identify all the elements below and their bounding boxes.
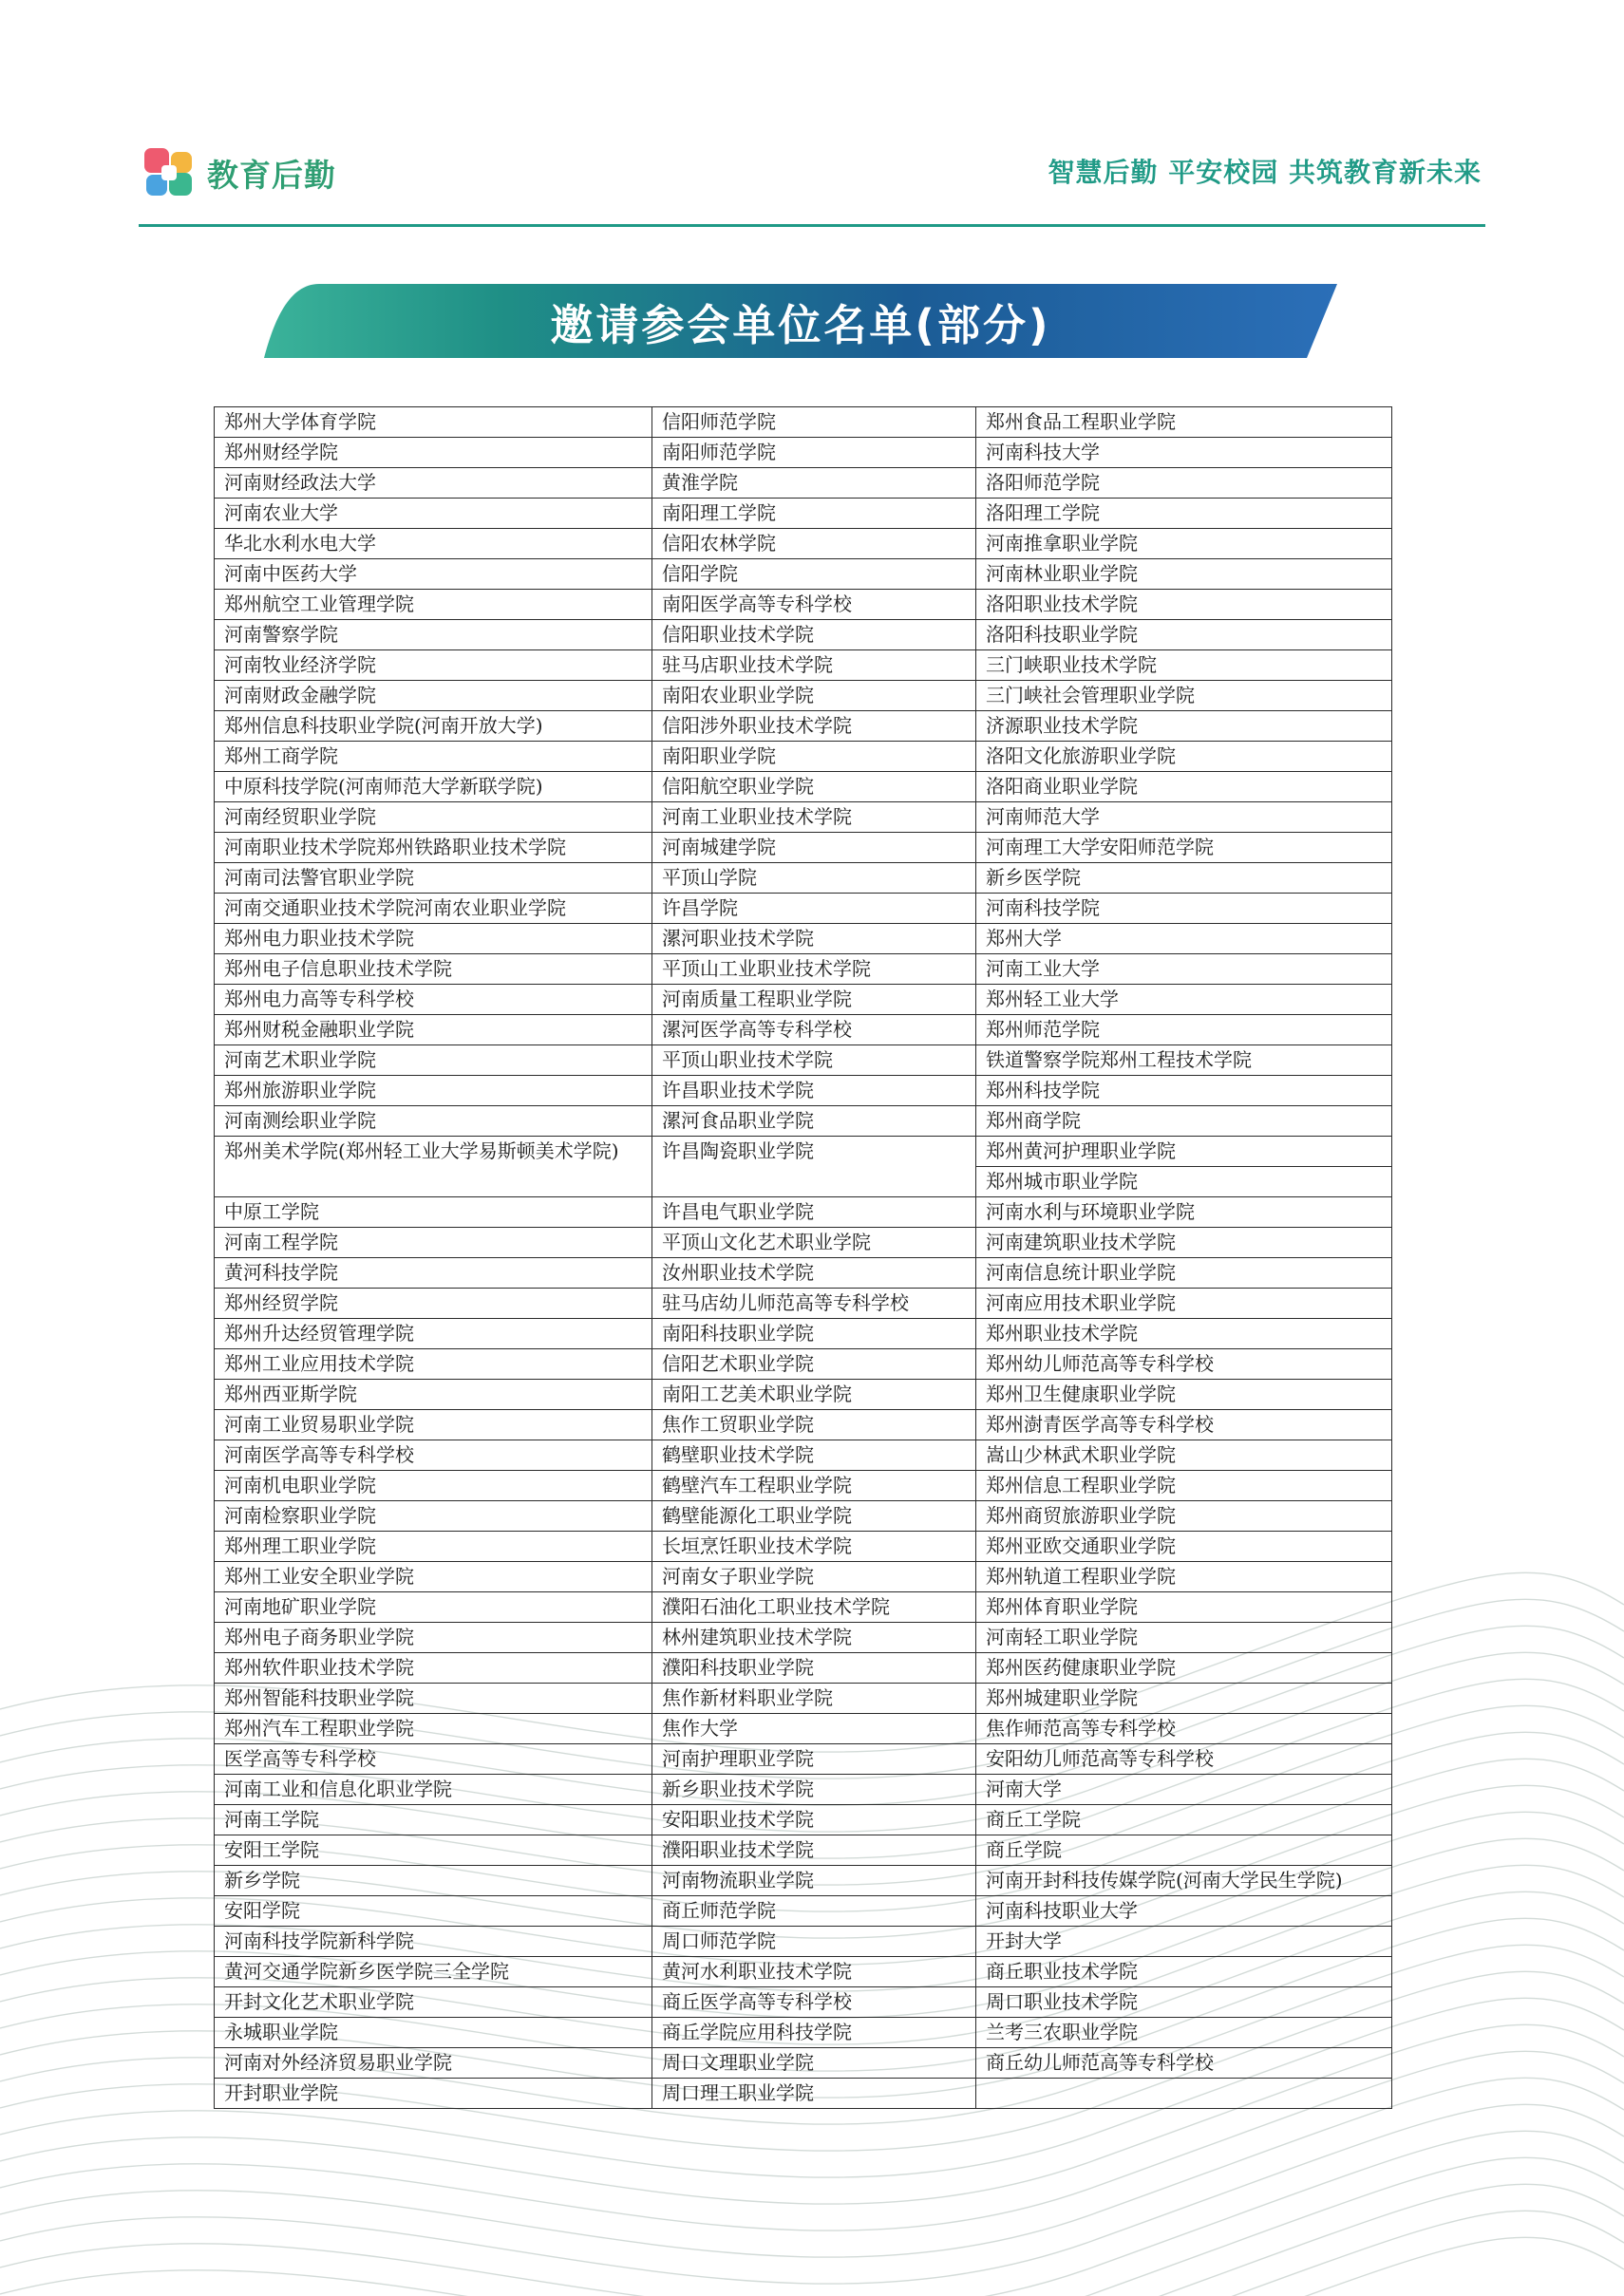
table-row [215, 711, 1392, 742]
table-row [215, 1835, 1392, 1866]
table-cell: 黄河交通学院新乡医学院三全学院 [215, 1957, 652, 1987]
table-cell: 郑州亚欧交通职业学院 [976, 1532, 1392, 1562]
table-cell: 河南林业职业学院 [976, 559, 1392, 590]
table-row [215, 1592, 1392, 1623]
table-cell: 漯河食品职业学院 [652, 1106, 976, 1137]
table-cell: 焦作师范高等专科学校 [976, 1714, 1392, 1744]
table-cell: 郑州大学 [976, 924, 1392, 954]
table-cell: 河南城建学院 [652, 833, 976, 863]
table-cell: 河南地矿职业学院 [215, 1592, 652, 1623]
table-cell: 驻马店幼儿师范高等专科学校 [652, 1289, 976, 1319]
table-cell: 河南对外经济贸易职业学院 [215, 2048, 652, 2079]
table-cell: 平顶山工业职业技术学院 [652, 954, 976, 985]
table-cell: 河南艺术职业学院 [215, 1045, 652, 1076]
logo-icon [142, 146, 196, 199]
table-cell: 河南检察职业学院 [215, 1501, 652, 1532]
table-cell: 南阳农业职业学院 [652, 681, 976, 711]
table-row [215, 1197, 1392, 1228]
table-cell: 新乡职业技术学院 [652, 1775, 976, 1805]
table-cell: 河南交通职业技术学院河南农业职业学院 [215, 894, 652, 924]
table-cell: 郑州体育职业学院 [976, 1592, 1392, 1623]
table-cell: 信阳涉外职业技术学院 [652, 711, 976, 742]
table-cell: 河南警察学院 [215, 620, 652, 650]
table-row [215, 529, 1392, 559]
table-cell: 郑州理工职业学院 [215, 1532, 652, 1562]
table-cell: 周口职业技术学院 [976, 1987, 1392, 2018]
wave-line [0, 2157, 1624, 2296]
table-row [215, 1957, 1392, 1987]
table-cell: 商丘学院应用科技学院 [652, 2018, 976, 2048]
table-cell: 鹤壁能源化工职业学院 [652, 1501, 976, 1532]
table-cell: 新乡学院 [215, 1866, 652, 1896]
table-row [215, 650, 1392, 681]
table-cell: 漯河医学高等专科学校 [652, 1015, 976, 1045]
table-row [215, 438, 1392, 468]
table-cell: 开封文化艺术职业学院 [215, 1987, 652, 2018]
table-cell: 河南司法警官职业学院 [215, 863, 652, 894]
table-cell: 郑州升达经贸管理学院 [215, 1319, 652, 1349]
table-row [215, 863, 1392, 894]
table-cell: 郑州师范学院 [976, 1015, 1392, 1045]
table-cell: 河南科技大学 [976, 438, 1392, 468]
table-cell: 焦作新材料职业学院 [652, 1684, 976, 1714]
table-cell: 郑州旅游职业学院 [215, 1076, 652, 1106]
table-cell: 周口文理职业学院 [652, 2048, 976, 2079]
table-cell: 洛阳职业技术学院 [976, 590, 1392, 620]
table-cell: 安阳职业技术学院 [652, 1805, 976, 1835]
table-row [215, 1501, 1392, 1532]
table-row [215, 1440, 1392, 1471]
table-cell: 郑州工业应用技术学院 [215, 1349, 652, 1380]
table-cell: 郑州幼儿师范高等专科学校 [976, 1349, 1392, 1380]
table-row [215, 802, 1392, 833]
table-cell: 铁道警察学院郑州工程技术学院 [976, 1045, 1392, 1076]
table-cell: 郑州工业安全职业学院 [215, 1562, 652, 1592]
table-cell: 河南大学 [976, 1775, 1392, 1805]
table-cell: 郑州食品工程职业学院 [976, 407, 1392, 438]
table-cell: 洛阳商业职业学院 [976, 772, 1392, 802]
table-cell: 焦作工贸职业学院 [652, 1410, 976, 1440]
table-cell: 郑州西亚斯学院 [215, 1380, 652, 1410]
table-cell: 平顶山文化艺术职业学院 [652, 1228, 976, 1258]
table-row [215, 2048, 1392, 2079]
table-cell: 河南机电职业学院 [215, 1471, 652, 1501]
table-row [215, 954, 1392, 985]
table-cell: 黄河科技学院 [215, 1258, 652, 1289]
table-row [215, 681, 1392, 711]
table-row [215, 1380, 1392, 1410]
logo-text: 教育后勤 [207, 156, 336, 194]
table-row [215, 1106, 1392, 1137]
table-cell: 郑州科技学院 [976, 1076, 1392, 1106]
table-cell: 郑州电力职业技术学院 [215, 924, 652, 954]
table-cell: 华北水利水电大学 [215, 529, 652, 559]
table-cell: 林州建筑职业技术学院 [652, 1623, 976, 1653]
table-row [215, 499, 1392, 529]
table-cell: 新乡医学院 [976, 863, 1392, 894]
table-cell: 郑州职业技术学院 [976, 1319, 1392, 1349]
table-row [215, 1471, 1392, 1501]
table-cell: 河南财经政法大学 [215, 468, 652, 499]
table-cell: 河南开封科技传媒学院(河南大学民生学院) [976, 1866, 1392, 1896]
table-cell: 洛阳理工学院 [976, 499, 1392, 529]
table-cell: 安阳工学院 [215, 1835, 652, 1866]
table-cell: 长垣烹饪职业技术学院 [652, 1532, 976, 1562]
table-cell: 许昌职业技术学院 [652, 1076, 976, 1106]
table-cell: 河南理工大学安阳师范学院 [976, 833, 1392, 863]
table-cell: 河南应用技术职业学院 [976, 1289, 1392, 1319]
table-row [215, 1987, 1392, 2018]
table-cell: 河南科技职业大学 [976, 1896, 1392, 1927]
table-row [215, 559, 1392, 590]
table-row [215, 620, 1392, 650]
table-cell: 濮阳职业技术学院 [652, 1835, 976, 1866]
table-cell: 河南物流职业学院 [652, 1866, 976, 1896]
table-row [215, 985, 1392, 1015]
table-row [215, 1045, 1392, 1076]
table-cell: 郑州软件职业技术学院 [215, 1653, 652, 1684]
table-cell: 商丘工学院 [976, 1805, 1392, 1835]
table-row [215, 742, 1392, 772]
table-cell: 河南测绘职业学院 [215, 1106, 652, 1137]
table-row [215, 590, 1392, 620]
table-cell: 河南财政金融学院 [215, 681, 652, 711]
table-cell: 鹤壁汽车工程职业学院 [652, 1471, 976, 1501]
table-cell: 郑州商学院 [976, 1106, 1392, 1137]
table-cell: 商丘师范学院 [652, 1896, 976, 1927]
table-cell: 郑州电子商务职业学院 [215, 1623, 652, 1653]
table-cell: 郑州电子信息职业技术学院 [215, 954, 652, 985]
table-cell: 郑州信息工程职业学院 [976, 1471, 1392, 1501]
table-cell: 信阳航空职业学院 [652, 772, 976, 802]
table-cell: 洛阳师范学院 [976, 468, 1392, 499]
table-cell: 河南中医药大学 [215, 559, 652, 590]
table-cell: 开封大学 [976, 1927, 1392, 1957]
table-cell: 河南工业职业技术学院 [652, 802, 976, 833]
table-cell: 河南质量工程职业学院 [652, 985, 976, 1015]
table-cell: 平顶山学院 [652, 863, 976, 894]
table-cell: 商丘医学高等专科学校 [652, 1987, 976, 2018]
table-cell: 许昌学院 [652, 894, 976, 924]
table-row [215, 468, 1392, 499]
table-cell: 三门峡职业技术学院 [976, 650, 1392, 681]
table-row [215, 1744, 1392, 1775]
table-cell: 郑州城市职业学院 [976, 1167, 1392, 1197]
table-cell: 河南护理职业学院 [652, 1744, 976, 1775]
table-cell: 河南农业大学 [215, 499, 652, 529]
table-cell: 南阳职业学院 [652, 742, 976, 772]
table-row [215, 1228, 1392, 1258]
table-row [215, 833, 1392, 863]
table-cell: 平顶山职业技术学院 [652, 1045, 976, 1076]
table-cell: 永城职业学院 [215, 2018, 652, 2048]
table-cell: 中原科技学院(河南师范大学新联学院) [215, 772, 652, 802]
table-cell: 河南水利与环境职业学院 [976, 1197, 1392, 1228]
table-cell: 郑州电力高等专科学校 [215, 985, 652, 1015]
page-title: 邀请参会单位名单(部分) [550, 299, 1051, 350]
table-row [215, 2079, 1392, 2109]
table-cell: 郑州汽车工程职业学院 [215, 1714, 652, 1744]
table-row [215, 1623, 1392, 1653]
table-cell: 商丘职业技术学院 [976, 1957, 1392, 1987]
table-cell: 河南推拿职业学院 [976, 529, 1392, 559]
table-cell: 商丘幼儿师范高等专科学校 [976, 2048, 1392, 2079]
table-row [215, 1015, 1392, 1045]
table-cell: 中原工学院 [215, 1197, 652, 1228]
table-row [215, 1532, 1392, 1562]
table-cell: 南阳科技职业学院 [652, 1319, 976, 1349]
header-slogan: 智慧后勤 平安校园 共筑教育新未来 [1048, 157, 1482, 188]
table-cell: 南阳理工学院 [652, 499, 976, 529]
table-row [215, 1258, 1392, 1289]
table-cell: 驻马店职业技术学院 [652, 650, 976, 681]
table-cell: 河南信息统计职业学院 [976, 1258, 1392, 1289]
table-cell: 河南工程学院 [215, 1228, 652, 1258]
table-cell: 郑州轨道工程职业学院 [976, 1562, 1392, 1592]
institution-table [214, 406, 1392, 2109]
table-row [215, 894, 1392, 924]
table-cell: 濮阳科技职业学院 [652, 1653, 976, 1684]
table-row [215, 1319, 1392, 1349]
table-cell: 河南职业技术学院郑州铁路职业技术学院 [215, 833, 652, 863]
table-row [215, 924, 1392, 954]
table-cell: 河南经贸职业学院 [215, 802, 652, 833]
table-cell: 安阳幼儿师范高等专科学校 [976, 1744, 1392, 1775]
table-cell: 信阳职业技术学院 [652, 620, 976, 650]
table-cell: 洛阳文化旅游职业学院 [976, 742, 1392, 772]
table-row [215, 772, 1392, 802]
wave-line [0, 2184, 1624, 2296]
header-divider [139, 224, 1485, 227]
table-cell: 河南建筑职业技术学院 [976, 1228, 1392, 1258]
table-cell: 信阳农林学院 [652, 529, 976, 559]
table-cell: 郑州卫生健康职业学院 [976, 1380, 1392, 1410]
table-cell: 郑州信息科技职业学院(河南开放大学) [215, 711, 652, 742]
table-row [215, 1684, 1392, 1714]
table-cell: 商丘学院 [976, 1835, 1392, 1866]
table-cell: 郑州财税金融职业学院 [215, 1015, 652, 1045]
table-cell: 漯河职业技术学院 [652, 924, 976, 954]
table-cell: 河南师范大学 [976, 802, 1392, 833]
table-cell [976, 2079, 1392, 2109]
wave-line [0, 2237, 1624, 2296]
table-cell: 周口理工职业学院 [652, 2079, 976, 2109]
table-row [215, 1410, 1392, 1440]
table-cell: 郑州经贸学院 [215, 1289, 652, 1319]
table-row [215, 1076, 1392, 1106]
table-cell: 嵩山少林武术职业学院 [976, 1440, 1392, 1471]
table-cell: 河南工业贸易职业学院 [215, 1410, 652, 1440]
table-row [215, 1653, 1392, 1684]
table-cell: 周口师范学院 [652, 1927, 976, 1957]
table-row [215, 1349, 1392, 1380]
table-cell: 郑州黄河护理职业学院 [976, 1137, 1392, 1167]
table-cell: 开封职业学院 [215, 2079, 652, 2109]
table-cell: 医学高等专科学校 [215, 1744, 652, 1775]
table-row [215, 1289, 1392, 1319]
table-row [215, 1714, 1392, 1744]
table-cell: 河南牧业经济学院 [215, 650, 652, 681]
table-cell: 河南科技学院新科学院 [215, 1927, 652, 1957]
table-cell: 黄河水利职业技术学院 [652, 1957, 976, 1987]
table-cell: 郑州财经学院 [215, 438, 652, 468]
table-row [215, 407, 1392, 438]
table-row [215, 1137, 1392, 1167]
table-cell: 郑州工商学院 [215, 742, 652, 772]
table-cell: 安阳学院 [215, 1896, 652, 1927]
table-cell: 郑州美术学院(郑州轻工业大学易斯顿美术学院) [215, 1137, 652, 1197]
table-row [215, 1805, 1392, 1835]
table-cell: 河南医学高等专科学校 [215, 1440, 652, 1471]
table-cell: 三门峡社会管理职业学院 [976, 681, 1392, 711]
table-cell: 汝州职业技术学院 [652, 1258, 976, 1289]
table-cell: 兰考三农职业学院 [976, 2018, 1392, 2048]
table-cell: 焦作大学 [652, 1714, 976, 1744]
table-cell: 黄淮学院 [652, 468, 976, 499]
table-cell: 鹤壁职业技术学院 [652, 1440, 976, 1471]
table-cell: 济源职业技术学院 [976, 711, 1392, 742]
table-row [215, 1927, 1392, 1957]
table-row [215, 1562, 1392, 1592]
table-cell: 信阳师范学院 [652, 407, 976, 438]
table-cell: 河南工业和信息化职业学院 [215, 1775, 652, 1805]
table-cell: 信阳艺术职业学院 [652, 1349, 976, 1380]
table-cell: 郑州城建职业学院 [976, 1684, 1392, 1714]
table-cell: 河南工业大学 [976, 954, 1392, 985]
table-cell: 南阳师范学院 [652, 438, 976, 468]
table-cell: 郑州医药健康职业学院 [976, 1653, 1392, 1684]
table-cell: 南阳工艺美术职业学院 [652, 1380, 976, 1410]
table-cell: 河南女子职业学院 [652, 1562, 976, 1592]
table-row [215, 1866, 1392, 1896]
table-cell: 濮阳石油化工职业技术学院 [652, 1592, 976, 1623]
table-cell: 郑州智能科技职业学院 [215, 1684, 652, 1714]
table-row [215, 2018, 1392, 2048]
table-cell: 许昌电气职业学院 [652, 1197, 976, 1228]
table-cell: 南阳医学高等专科学校 [652, 590, 976, 620]
table-cell: 洛阳科技职业学院 [976, 620, 1392, 650]
table-row [215, 1896, 1392, 1927]
table-cell: 许昌陶瓷职业学院 [652, 1137, 976, 1197]
logo [142, 146, 336, 199]
table-cell: 郑州航空工业管理学院 [215, 590, 652, 620]
table-cell: 信阳学院 [652, 559, 976, 590]
table-cell: 郑州大学体育学院 [215, 407, 652, 438]
table-cell: 郑州商贸旅游职业学院 [976, 1501, 1392, 1532]
table-cell: 郑州澍青医学高等专科学校 [976, 1410, 1392, 1440]
table-cell: 河南工学院 [215, 1805, 652, 1835]
table-cell: 河南科技学院 [976, 894, 1392, 924]
table-cell: 河南轻工职业学院 [976, 1623, 1392, 1653]
table-row [215, 1775, 1392, 1805]
table-cell: 郑州轻工业大学 [976, 985, 1392, 1015]
